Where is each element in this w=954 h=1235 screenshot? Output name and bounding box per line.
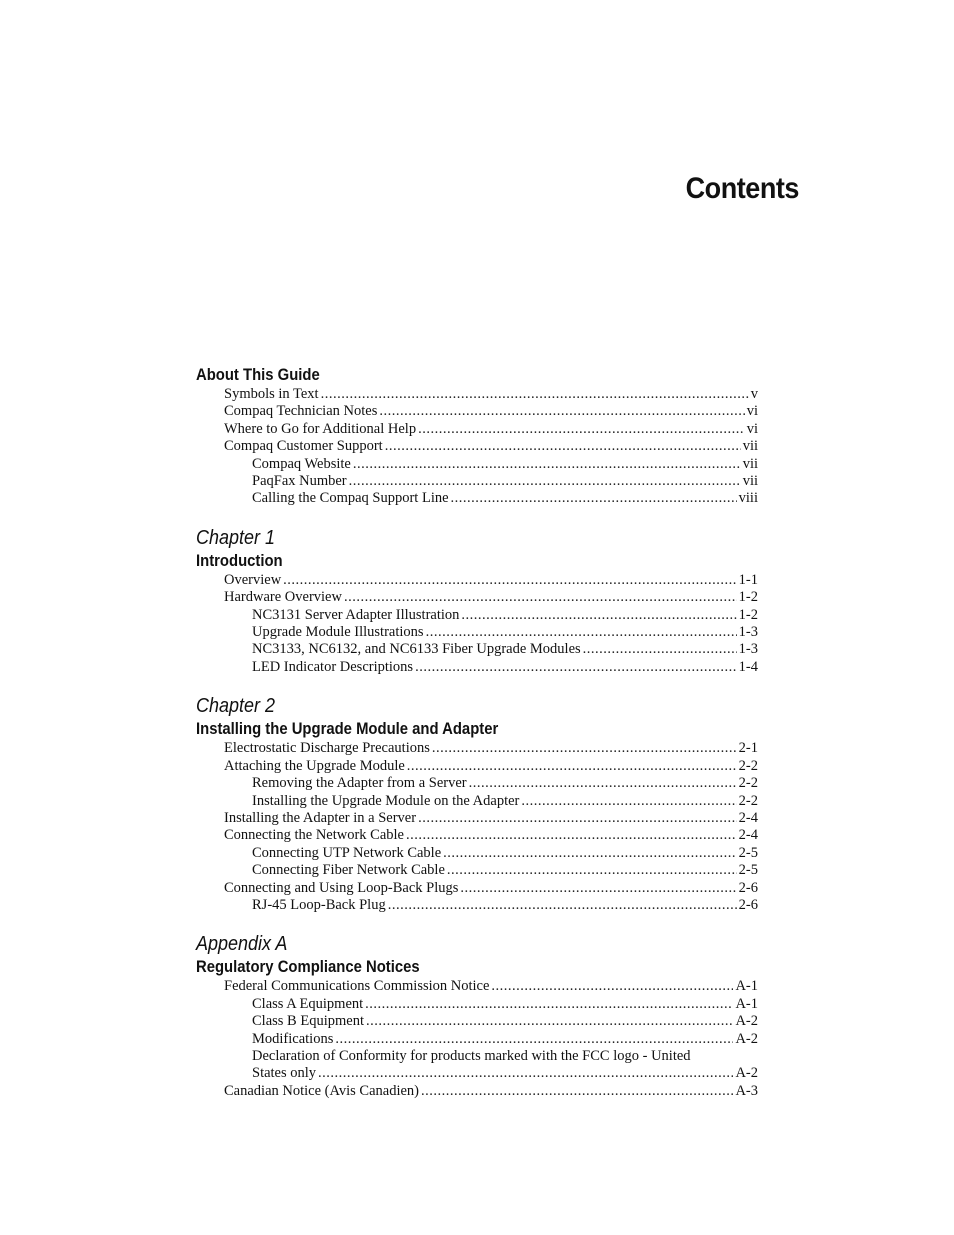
toc-entry-text: Overview bbox=[224, 571, 282, 588]
toc-entry-text: Symbols in Text bbox=[224, 386, 319, 402]
toc-page-number: A-3 bbox=[735, 1082, 758, 1099]
toc-entry[interactable] bbox=[196, 473, 758, 490]
toc-entry-text: Removing the Adapter from a Server bbox=[252, 775, 467, 792]
chapter-label: Chapter 2 bbox=[196, 695, 276, 718]
toc-entry-text: Hardware Overview bbox=[224, 589, 342, 606]
toc-entry[interactable] bbox=[196, 1065, 758, 1082]
toc-page-number: 2-6 bbox=[738, 896, 758, 913]
toc-entry[interactable] bbox=[196, 438, 758, 455]
toc-entry-text: Compaq Customer Support bbox=[224, 438, 383, 455]
toc-page-number: vii bbox=[742, 473, 758, 490]
toc-page-number: 2-2 bbox=[738, 757, 758, 774]
toc-entry-text: Installing the Upgrade Module on the Adapter bbox=[252, 792, 520, 809]
toc-entry-text: Connecting and Using Loop-Back Plugs bbox=[224, 879, 459, 896]
toc-entry[interactable] bbox=[196, 589, 758, 606]
toc-entry-text: Connecting UTP Network Cable bbox=[252, 844, 442, 861]
toc-page-number: 1-4 bbox=[738, 658, 758, 675]
dot-leader bbox=[491, 978, 733, 995]
dot-leader bbox=[460, 880, 736, 897]
toc-entry[interactable] bbox=[196, 810, 758, 827]
toc-entry[interactable] bbox=[196, 793, 758, 810]
dot-leader bbox=[318, 1065, 733, 1082]
toc-page-number: 2-6 bbox=[738, 879, 758, 896]
section-title: Installing the Upgrade Module and Adapter bbox=[196, 720, 499, 739]
toc-page-number: 1-1 bbox=[738, 571, 758, 588]
dot-leader bbox=[365, 996, 733, 1013]
toc-entry[interactable] bbox=[196, 1013, 758, 1030]
dot-leader bbox=[418, 810, 737, 827]
toc-entry[interactable] bbox=[196, 740, 758, 757]
chapter-label: Chapter 1 bbox=[196, 526, 276, 549]
toc-entry[interactable] bbox=[196, 845, 758, 862]
dot-leader bbox=[321, 386, 749, 403]
toc-section bbox=[196, 932, 758, 1100]
toc-entry-text: Connecting Fiber Network Cable bbox=[252, 862, 445, 879]
dot-leader bbox=[432, 740, 737, 757]
toc-entry-text: Class A Equipment bbox=[252, 995, 364, 1012]
section-title: Regulatory Compliance Notices bbox=[196, 958, 420, 977]
dot-leader bbox=[407, 758, 737, 775]
toc-entry-text: LED Indicator Descriptions bbox=[252, 658, 414, 675]
toc-entry-text: Calling the Compaq Support Line bbox=[252, 490, 449, 507]
toc-page-number: vi bbox=[746, 403, 758, 420]
toc-entry-text: Modifications bbox=[252, 1030, 334, 1047]
toc-page-number: 1-2 bbox=[738, 589, 758, 606]
dot-leader bbox=[353, 456, 741, 473]
toc-entry-text: Compaq Website bbox=[252, 455, 351, 472]
toc-page-number: 2-4 bbox=[738, 827, 758, 844]
toc-entry[interactable] bbox=[196, 1031, 758, 1048]
toc-section bbox=[196, 694, 758, 914]
dot-leader bbox=[385, 438, 741, 455]
dot-leader bbox=[583, 641, 737, 658]
toc-page-number: vii bbox=[742, 438, 758, 455]
toc-entry[interactable] bbox=[196, 880, 758, 897]
dot-leader bbox=[447, 862, 737, 879]
toc-entry[interactable] bbox=[196, 607, 758, 624]
toc-page-number: 1-2 bbox=[738, 606, 758, 623]
page-title: Contents bbox=[685, 172, 799, 205]
toc-page-number: v bbox=[750, 386, 758, 402]
toc-entry-text: Federal Communications Commission Notice bbox=[224, 978, 490, 995]
toc-section bbox=[196, 526, 758, 676]
toc-entry-text: Connecting the Network Cable bbox=[224, 827, 404, 844]
dot-leader bbox=[379, 403, 744, 420]
toc-page-number: A-1 bbox=[735, 978, 758, 995]
toc-entry[interactable] bbox=[196, 624, 758, 641]
dot-leader bbox=[344, 589, 737, 606]
toc-page-number: 1-3 bbox=[738, 624, 758, 641]
toc-entry[interactable] bbox=[196, 978, 758, 995]
toc-page-number: 2-4 bbox=[738, 809, 758, 826]
dot-leader bbox=[335, 1031, 733, 1048]
toc-entry[interactable] bbox=[196, 421, 758, 438]
toc-entry[interactable] bbox=[196, 386, 758, 403]
dot-leader bbox=[521, 793, 736, 810]
toc-entry-text: NC3131 Server Adapter Illustration bbox=[252, 606, 460, 623]
toc-entry-text: RJ-45 Loop-Back Plug bbox=[252, 896, 386, 913]
dot-leader bbox=[426, 624, 737, 641]
dot-leader bbox=[388, 897, 737, 914]
toc-entry[interactable] bbox=[196, 456, 758, 473]
toc-entry[interactable] bbox=[196, 641, 758, 658]
toc-entry-text: Declaration of Conformity for products marked with the FCC logo - United bbox=[252, 1047, 691, 1064]
dot-leader bbox=[283, 572, 736, 589]
toc-entry-text: Where to Go for Additional Help bbox=[224, 420, 417, 437]
toc-entry[interactable] bbox=[196, 659, 758, 676]
toc-page-number: vi bbox=[746, 420, 758, 437]
toc-page-number: A-2 bbox=[735, 1030, 758, 1047]
toc-entry-text: Compaq Technician Notes bbox=[224, 403, 378, 420]
toc-entry[interactable] bbox=[196, 403, 758, 420]
toc-entry[interactable] bbox=[196, 490, 758, 507]
dot-leader bbox=[349, 473, 741, 490]
toc-page-number: 1-3 bbox=[738, 641, 758, 658]
toc-entry[interactable] bbox=[196, 775, 758, 792]
dot-leader bbox=[443, 845, 737, 862]
toc-entry-text: Canadian Notice (Avis Canadien) bbox=[224, 1082, 420, 1099]
section-title: About This Guide bbox=[196, 366, 320, 384]
toc-page-number: A-1 bbox=[735, 995, 758, 1012]
toc-entry-text: PaqFax Number bbox=[252, 473, 347, 490]
toc-entry[interactable] bbox=[196, 996, 758, 1013]
toc-entry-text: Upgrade Module Illustrations bbox=[252, 624, 424, 641]
toc-page-number: 2-1 bbox=[738, 740, 758, 757]
toc-entry[interactable] bbox=[196, 827, 758, 844]
toc-entry-text: States only bbox=[252, 1065, 317, 1082]
dot-leader bbox=[366, 1013, 733, 1030]
toc-page-number: 2-5 bbox=[738, 862, 758, 879]
toc-page-number: 2-2 bbox=[738, 792, 758, 809]
toc-entry-text: Electrostatic Discharge Precautions bbox=[224, 740, 430, 757]
toc-page-number: A-2 bbox=[735, 1013, 758, 1030]
toc-entry[interactable] bbox=[196, 1083, 758, 1100]
toc-entry-text: NC3133, NC6132, and NC6133 Fiber Upgrade Modules bbox=[252, 641, 581, 658]
dot-leader bbox=[421, 1083, 733, 1100]
dot-leader bbox=[461, 607, 736, 624]
toc-section bbox=[196, 364, 758, 508]
dot-leader bbox=[406, 827, 737, 844]
toc-page-number: vii bbox=[742, 455, 758, 472]
toc-entry[interactable] bbox=[196, 897, 758, 914]
table-of-contents bbox=[196, 364, 758, 1118]
dot-leader bbox=[451, 490, 737, 507]
toc-entry-text: Attaching the Upgrade Module bbox=[224, 757, 405, 774]
dot-leader bbox=[469, 775, 737, 792]
toc-entry[interactable] bbox=[196, 572, 758, 589]
toc-entry[interactable] bbox=[196, 862, 758, 879]
section-title: Introduction bbox=[196, 551, 283, 570]
toc-page-number: 2-5 bbox=[738, 844, 758, 861]
toc-page-number: A-2 bbox=[735, 1065, 758, 1082]
toc-entry-text: Class B Equipment bbox=[252, 1013, 364, 1030]
dot-leader bbox=[418, 421, 745, 438]
toc-entry[interactable] bbox=[196, 758, 758, 775]
toc-page-number: 2-2 bbox=[738, 775, 758, 792]
toc-entry-text: Installing the Adapter in a Server bbox=[224, 809, 417, 826]
toc-page-number: viii bbox=[738, 490, 758, 507]
dot-leader bbox=[415, 659, 737, 676]
chapter-label: Appendix A bbox=[196, 933, 288, 956]
